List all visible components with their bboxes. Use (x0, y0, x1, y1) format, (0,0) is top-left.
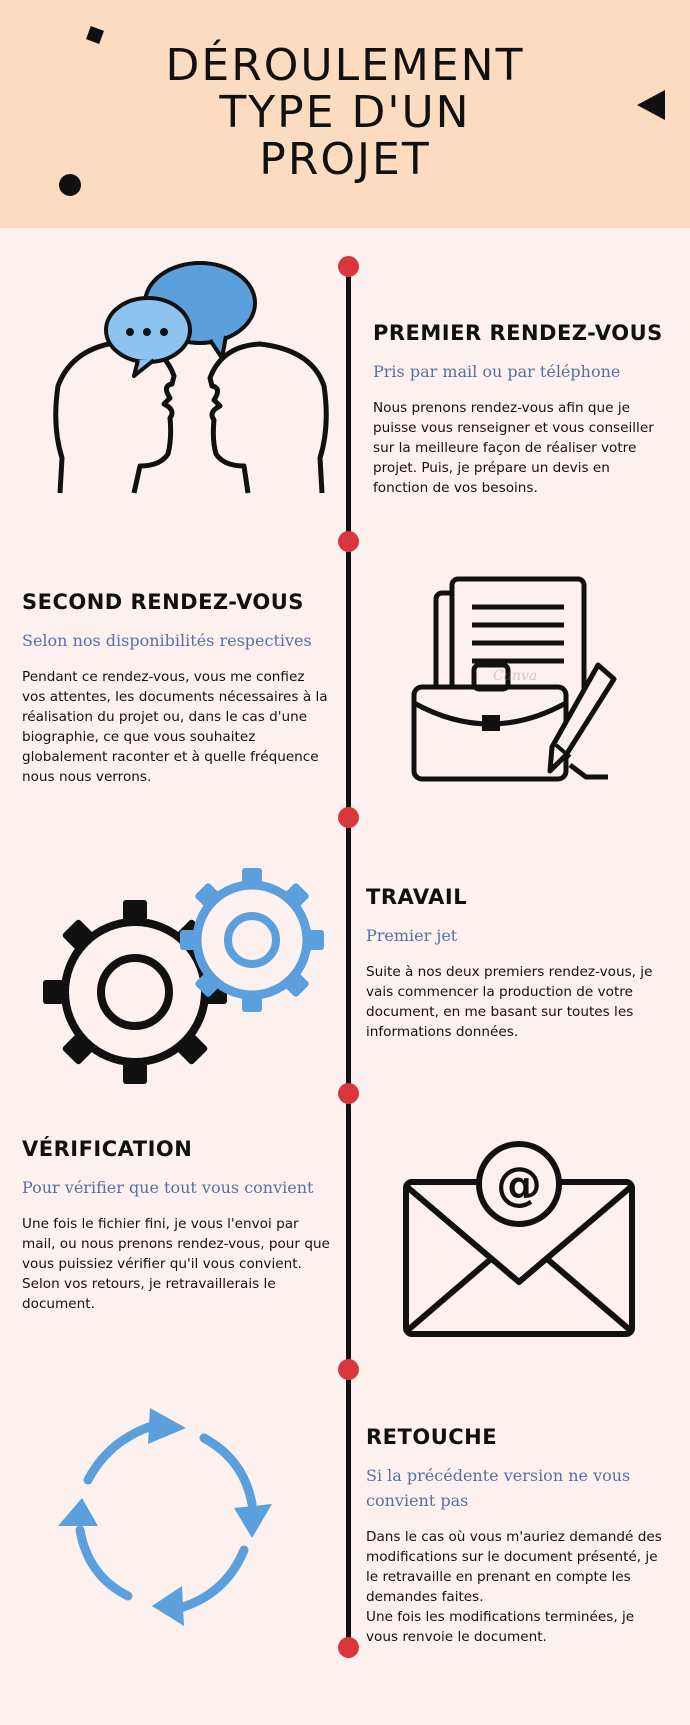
step-body: Suite à nos deux premiers rendez-vous, je vais commencer la production de votre document, en me basant sur toutes les informations données. (366, 964, 653, 1040)
timeline-dot (338, 531, 359, 552)
step-subtitle: Premier jet (366, 926, 458, 945)
canva-watermark: Canva (493, 668, 538, 684)
svg-text:@: @ (496, 1157, 542, 1211)
step-second-rendez-vous (22, 590, 332, 787)
step-title: SECOND RENDEZ-VOUS (22, 590, 304, 614)
step-verification (22, 1137, 332, 1314)
circular-arrows-icon (48, 1400, 288, 1630)
step-retouche (366, 1425, 666, 1647)
step-subtitle: Si la précédente version ne vous convient pas (366, 1466, 631, 1510)
email-envelope-icon (400, 1140, 640, 1340)
step-subtitle: Pris par mail ou par téléphone (373, 362, 621, 381)
step-subtitle: Selon nos disponibilités respectives (22, 631, 312, 650)
step-body: Une fois le fichier fini, je vous l'envoi par mail, ou nous prenons rendez-vous, pour que vous puissiez vérifier qu'il vous convient. Selon vos retours, je retravaillerais le document. (22, 1216, 330, 1312)
step-body: Nous prenons rendez-vous afin que je puisse vous renseigner et vous conseiller sur la meilleure façon de réaliser votre projet. Puis, je prépare un devis en fonction de vos besoins. (373, 400, 654, 496)
timeline-line (346, 265, 351, 1653)
page-title (0, 42, 690, 183)
timeline-dot (338, 1637, 359, 1658)
step-title: VÉRIFICATION (22, 1137, 193, 1161)
timeline-dot (338, 1083, 359, 1104)
timeline-dot (338, 1359, 359, 1380)
step-subtitle: Pour vérifier que tout vous convient (22, 1178, 314, 1197)
title-line: TYPE D'UN (219, 87, 471, 138)
step-premier-rendez-vous (373, 321, 663, 498)
step-body: Pendant ce rendez-vous, vous me confiez vos attentes, les documents nécessaires à la réalisation du projet ou, dans le cas d'une biographie, ce que vous souhaitez globalement raconter et à quelle fréquence nous nous verrons. (22, 669, 328, 785)
header-banner (0, 0, 690, 228)
step-title: PREMIER RENDEZ-VOUS (373, 321, 663, 345)
title-line: PROJET (259, 134, 431, 185)
step-body: Dans le cas où vous m'auriez demandé des modifications sur le document présenté, je le retravaille en prenant en compte les demandes faites. Une fois les modifications terminées, je vous renvoie le document. (366, 1529, 662, 1645)
title-line: DÉROULEMENT (165, 40, 525, 91)
gears-icon (40, 862, 330, 1092)
timeline-dot (338, 256, 359, 277)
step-title: TRAVAIL (366, 885, 468, 909)
step-title: RETOUCHE (366, 1425, 498, 1449)
step-travail (366, 885, 666, 1042)
two-heads-conversation-icon (50, 258, 330, 498)
timeline-dot (338, 807, 359, 828)
